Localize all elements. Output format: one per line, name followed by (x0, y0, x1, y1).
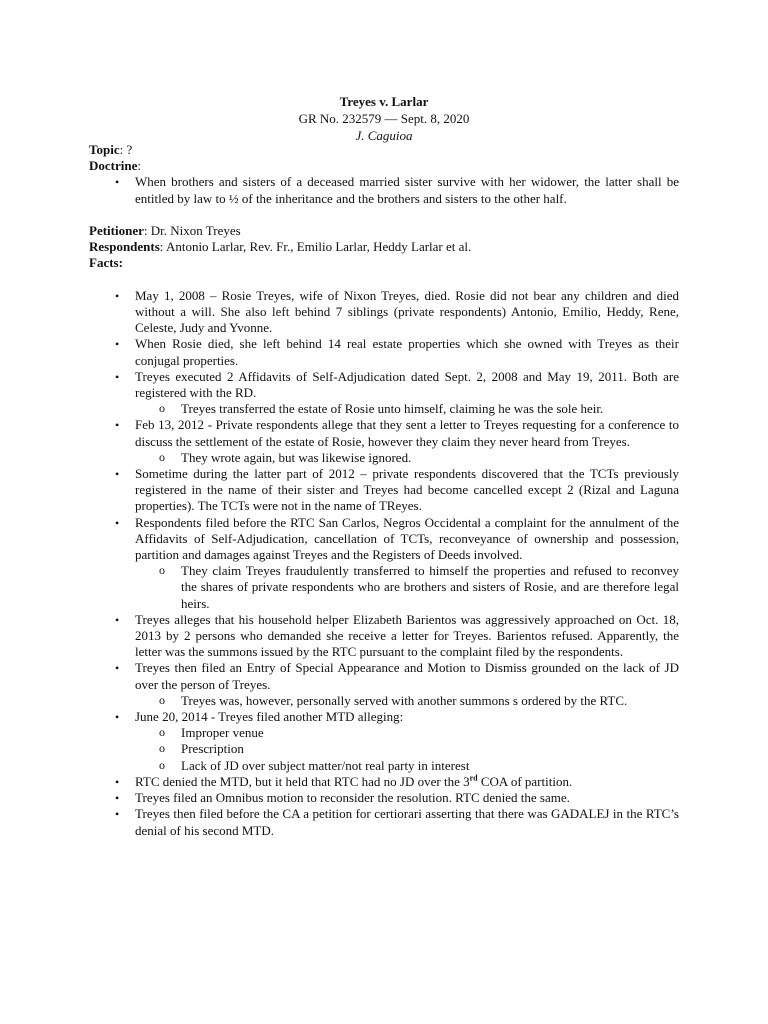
petitioner-label: Petitioner (89, 223, 144, 238)
doctrine-item: • When brothers and sisters of a deceased married sister survive with her widower, the latter shall be entitled by law to ½ of the inheritance and the brothers and sisters to the other half. (89, 174, 679, 206)
fact-item: • Treyes filed an Omnibus motion to reconsider the resolution. RTC denied the same. (89, 790, 679, 806)
facts-heading (89, 255, 679, 271)
fact-item: • Treyes then filed before the CA a petition for certiorari asserting that there was GADALEJ in the RTC’s denial of his second MTD. (89, 806, 679, 838)
fact-subitem: o Treyes was, however, personally served with another summons s ordered by the RTC. (89, 693, 679, 709)
case-header (0, 93, 768, 144)
fact-text-cont: COA of partition. (477, 773, 573, 789)
fact-item: • June 20, 2014 - Treyes filed another MTD alleging: (89, 709, 679, 725)
fact-item: • Sometime during the latter part of 2012 – private respondents discovered that the TCTs previously registered in the name of their sister and Treyes had become cancelled except 2 (Rizal and Laguna properties). The TCTs were not in the name of TReyes. (89, 466, 679, 515)
doctrine-line (89, 158, 679, 174)
facts-label: Facts: (89, 255, 123, 271)
fact-subitem: o Treyes transferred the estate of Rosie unto himself, claiming he was the sole heir. (89, 401, 679, 417)
case-title: Treyes v. Larlar (339, 94, 429, 109)
case-digest-body (89, 142, 679, 839)
fact-subitem: o They claim Treyes fraudulently transferred to himself the properties and refused to reconvey the shares of private respondents who are brothers and sisters of Rosie, and are therefore legal heirs. (89, 563, 679, 612)
fact-subitem: o Improper venue (89, 725, 679, 741)
fact-item: • Respondents filed before the RTC San Carlos, Negros Occidental a complaint for the annulment of the Affidavits of Self-Adjudication, cancellation of TCTs, reconveyance of ownership and possession, partition and damages against Treyes and the Registers of Deeds involved. (89, 515, 679, 564)
doctrine-label: Doctrine (89, 158, 138, 174)
topic-label: Topic (89, 142, 120, 157)
fact-item: • Feb 13, 2012 - Private respondents allege that they sent a letter to Treyes requesting for a conference to discuss the settlement of the estate of Rosie, however they claim they never heard from Treyes. (89, 417, 679, 449)
respondents-label: Respondents (89, 239, 160, 255)
ordinal-suffix: rd (469, 773, 478, 783)
topic-value: : ? (119, 142, 133, 157)
fact-subitem: o Lack of JD over subject matter/not real party in interest (89, 758, 679, 774)
fact-item (89, 774, 679, 790)
case-gr-number: GR No. 232579 — Sept. 8, 2020 (298, 111, 470, 126)
doctrine-list (89, 174, 679, 206)
fact-subitem: o They wrote again, but was likewise ignored. (89, 450, 679, 466)
petitioner-value: : Dr. Nixon Treyes (143, 223, 241, 238)
fact-text: RTC denied the MTD, but it held that RTC had no JD over the 3 (135, 773, 470, 789)
facts-list (89, 288, 679, 839)
fact-item: • Treyes executed 2 Affidavits of Self-Adjudication dated Sept. 2, 2008 and May 19, 2011. Both are registered with the RD. (89, 369, 679, 401)
respondents-line (89, 239, 679, 255)
fact-item: • When Rosie died, she left behind 14 real estate properties which she owned with Treyes as their conjugal properties. (89, 336, 679, 368)
topic-line (89, 142, 679, 158)
fact-subitem: o Prescription (89, 741, 679, 757)
fact-item: • May 1, 2008 – Rosie Treyes, wife of Nixon Treyes, died. Rosie did not bear any children and died without a will. She also left behind 7 siblings (private respondents) Antonio, Emilio, Heddy, Rene, Celeste, Judy and Yvonne. (89, 288, 679, 337)
fact-item: • Treyes alleges that his household helper Elizabeth Barientos was aggressively approached on Oct. 18, 2013 by 2 persons who demanded she receive a letter for Treyes. Barientos refused. Apparently, the letter was the summons issued by the RTC pursuant to the complaint filed by the respondents. (89, 612, 679, 661)
doctrine-colon: : (137, 158, 141, 174)
fact-item: • Treyes then filed an Entry of Special Appearance and Motion to Dismiss grounded on the lack of JD over the person of Treyes. (89, 660, 679, 692)
petitioner-line (89, 223, 679, 239)
ponente: J. Caguioa (355, 128, 413, 143)
respondents-value: : Antonio Larlar, Rev. Fr., Emilio Larlar, Heddy Larlar et al. (159, 239, 472, 255)
